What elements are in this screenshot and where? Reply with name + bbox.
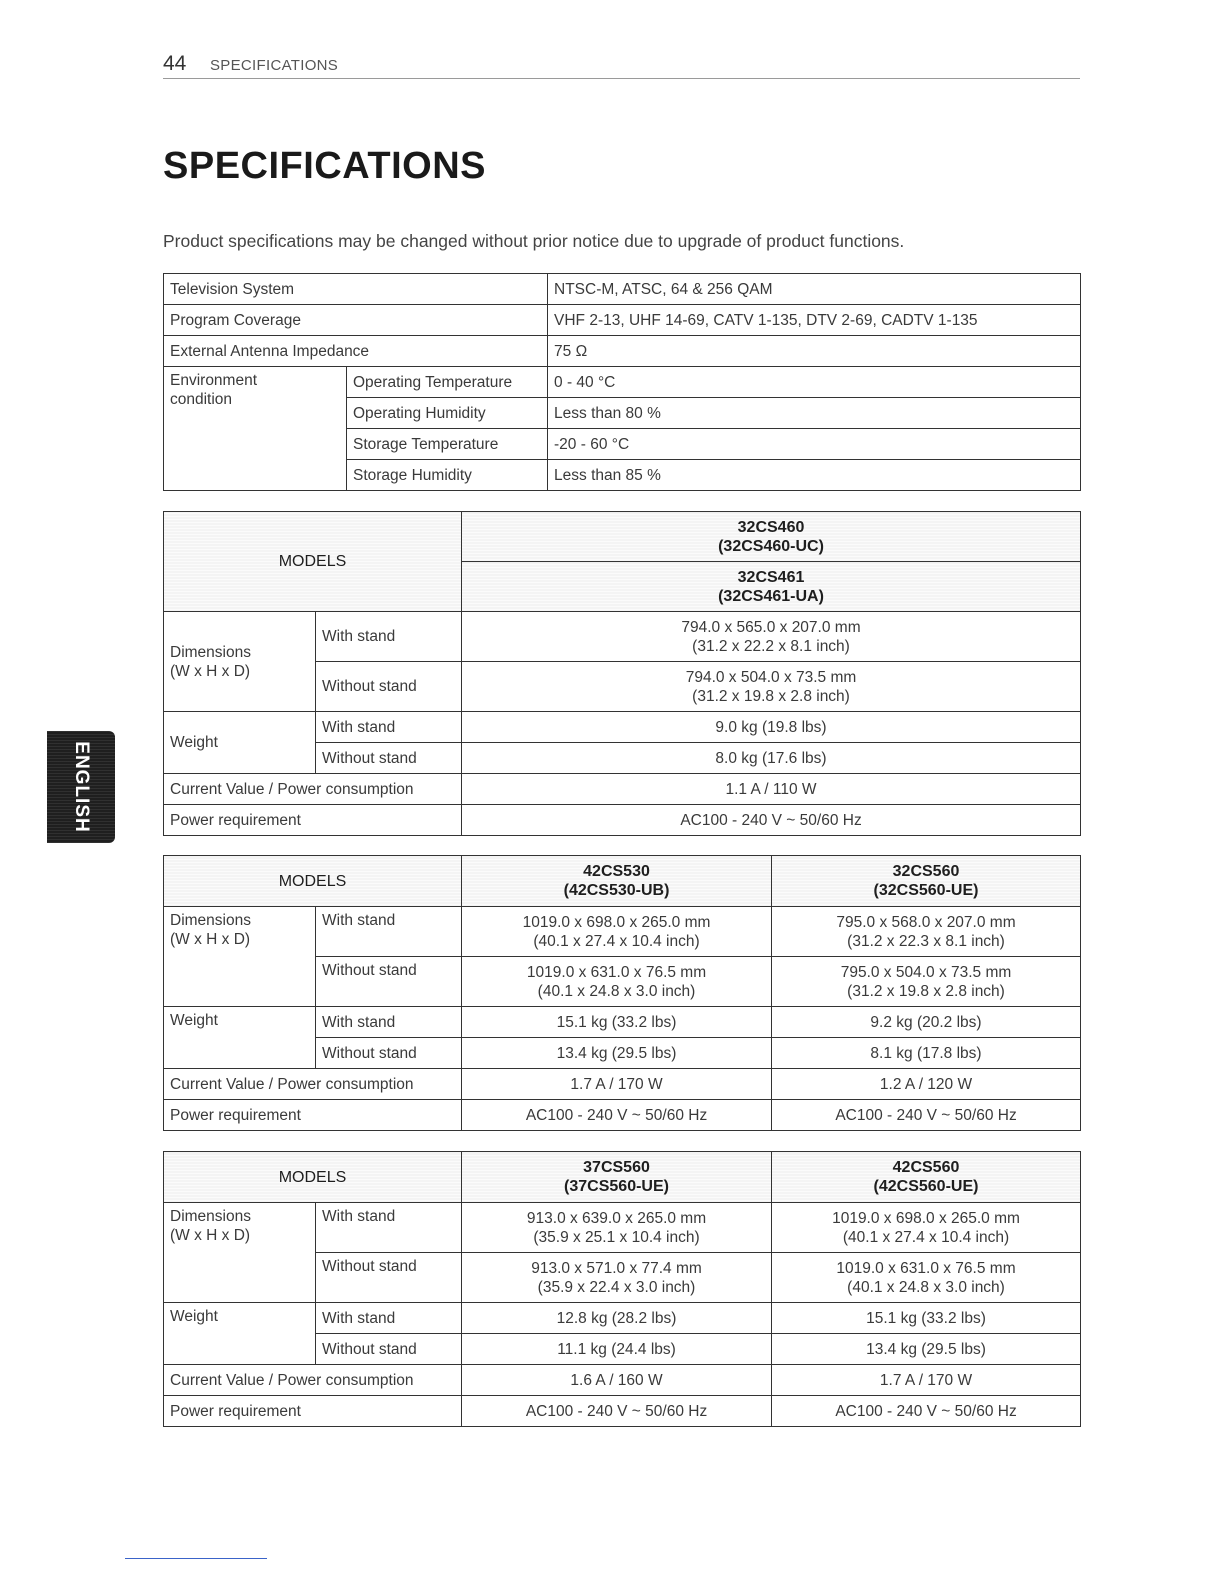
without-stand-label: Without stand bbox=[316, 743, 462, 774]
weight-label: Weight bbox=[164, 1007, 316, 1069]
spec-value: NTSC-M, ATSC, 64 & 256 QAM bbox=[548, 274, 1081, 305]
weight-value: 15.1 kg (33.2 lbs) bbox=[462, 1007, 772, 1038]
dimension-mm: 795.0 x 504.0 x 73.5 mm bbox=[840, 963, 1012, 981]
dimensions-label-text: Dimensions bbox=[170, 643, 251, 661]
table-row bbox=[164, 774, 1081, 805]
with-stand-label: With stand bbox=[316, 1203, 462, 1253]
table-row bbox=[164, 274, 1081, 305]
dimension-inch: (35.9 x 25.1 x 10.4 inch) bbox=[533, 1228, 700, 1246]
models-header: MODELS bbox=[164, 1152, 462, 1203]
dimension-mm: 1019.0 x 631.0 x 76.5 mm bbox=[836, 1259, 1016, 1277]
dimension-value bbox=[462, 612, 1081, 662]
table-row bbox=[164, 512, 1081, 562]
dimension-mm: 913.0 x 639.0 x 265.0 mm bbox=[526, 1209, 707, 1227]
table-row bbox=[164, 305, 1081, 336]
dimensions-label bbox=[164, 612, 316, 712]
page-title: SPECIFICATIONS bbox=[163, 145, 486, 187]
power-label: Power requirement bbox=[164, 1100, 462, 1131]
dimension-inch: (31.2 x 22.2 x 8.1 inch) bbox=[692, 637, 850, 655]
footer-divider bbox=[125, 1558, 267, 1559]
table-row bbox=[164, 1069, 1081, 1100]
dimension-mm: 794.0 x 504.0 x 73.5 mm bbox=[685, 668, 857, 686]
dimension-inch: (40.1 x 24.8 x 3.0 inch) bbox=[537, 982, 696, 1000]
without-stand-label: Without stand bbox=[316, 1253, 462, 1303]
weight-value: 12.8 kg (28.2 lbs) bbox=[462, 1303, 772, 1334]
current-label: Current Value / Power consumption bbox=[164, 1069, 462, 1100]
spec-label: Storage Humidity bbox=[347, 460, 548, 491]
header-section-name: SPECIFICATIONS bbox=[210, 57, 339, 74]
model-header-cell bbox=[462, 562, 1081, 612]
model-spec-table-42cs530 bbox=[163, 855, 1081, 1131]
model-code: (32CS460-UC) bbox=[718, 537, 824, 555]
with-stand-label: With stand bbox=[316, 712, 462, 743]
with-stand-label: With stand bbox=[316, 612, 462, 662]
general-spec-table bbox=[163, 273, 1081, 491]
dimension-inch: (31.2 x 19.8 x 2.8 inch) bbox=[847, 982, 1005, 1000]
table-row bbox=[164, 1203, 1081, 1253]
model-name: 32CS461 bbox=[737, 568, 805, 586]
current-value: 1.6 A / 160 W bbox=[462, 1365, 772, 1396]
power-value: AC100 - 240 V ~ 50/60 Hz bbox=[772, 1100, 1081, 1131]
with-stand-label: With stand bbox=[316, 1007, 462, 1038]
weight-value: 13.4 kg (29.5 lbs) bbox=[772, 1334, 1081, 1365]
power-label: Power requirement bbox=[164, 805, 462, 836]
model-header-cell bbox=[772, 856, 1081, 907]
dimension-value bbox=[462, 662, 1081, 712]
without-stand-label: Without stand bbox=[316, 1038, 462, 1069]
with-stand-label: With stand bbox=[316, 1303, 462, 1334]
model-name: 42CS560 bbox=[892, 1159, 960, 1176]
spec-value: Less than 80 % bbox=[548, 398, 1081, 429]
current-value: 1.7 A / 170 W bbox=[462, 1069, 772, 1100]
dimensions-sub-text: (W x H x D) bbox=[170, 1227, 251, 1244]
table-row bbox=[164, 1007, 1081, 1038]
table-row bbox=[164, 712, 1081, 743]
dimension-mm: 795.0 x 568.0 x 207.0 mm bbox=[836, 913, 1016, 931]
spec-label: Storage Temperature bbox=[347, 429, 548, 460]
spec-value: 0 - 40 °C bbox=[548, 367, 1081, 398]
spec-value: VHF 2-13, UHF 14-69, CATV 1-135, DTV 2-69, CADTV 1-135 bbox=[548, 305, 1081, 336]
power-value: AC100 - 240 V ~ 50/60 Hz bbox=[462, 1100, 772, 1131]
table-row bbox=[164, 856, 1081, 907]
intro-text: Product specifications may be changed without prior notice due to upgrade of product functions. bbox=[163, 231, 905, 251]
model-code: (32CS461-UA) bbox=[718, 587, 824, 605]
weight-value: 9.0 kg (19.8 lbs) bbox=[462, 712, 1081, 743]
table-row bbox=[164, 1303, 1081, 1334]
table-row bbox=[164, 805, 1081, 836]
environment-label-text: Environment condition bbox=[170, 372, 258, 408]
weight-value: 13.4 kg (29.5 lbs) bbox=[462, 1038, 772, 1069]
dimension-mm: 1019.0 x 698.0 x 265.0 mm bbox=[832, 1209, 1020, 1227]
model-header-cell bbox=[772, 1152, 1081, 1203]
dimension-value bbox=[772, 1203, 1081, 1253]
model-code: (37CS560-UE) bbox=[564, 1178, 669, 1195]
current-value: 1.2 A / 120 W bbox=[772, 1069, 1081, 1100]
dimension-mm: 1019.0 x 698.0 x 265.0 mm bbox=[522, 913, 711, 931]
power-value: AC100 - 240 V ~ 50/60 Hz bbox=[462, 1396, 772, 1427]
current-label: Current Value / Power consumption bbox=[164, 1365, 462, 1396]
dimension-inch: (40.1 x 27.4 x 10.4 inch) bbox=[533, 932, 700, 950]
power-value: AC100 - 240 V ~ 50/60 Hz bbox=[462, 805, 1081, 836]
model-name: 32CS460 bbox=[737, 518, 805, 536]
without-stand-label: Without stand bbox=[316, 662, 462, 712]
current-value: 1.7 A / 170 W bbox=[772, 1365, 1081, 1396]
dimension-inch: (31.2 x 19.8 x 2.8 inch) bbox=[692, 687, 850, 705]
table-row bbox=[164, 1100, 1081, 1131]
model-name: 37CS560 bbox=[583, 1159, 650, 1176]
dimension-inch: (31.2 x 22.3 x 8.1 inch) bbox=[847, 932, 1005, 950]
model-header-cell bbox=[462, 1152, 772, 1203]
table-row bbox=[164, 367, 1081, 398]
models-header: MODELS bbox=[164, 512, 462, 612]
table-row bbox=[164, 907, 1081, 957]
dimension-value bbox=[772, 907, 1081, 957]
spec-label: External Antenna Impedance bbox=[164, 336, 548, 367]
dimension-value bbox=[462, 1253, 772, 1303]
without-stand-label: Without stand bbox=[316, 1334, 462, 1365]
model-spec-table-32cs460 bbox=[163, 511, 1081, 836]
spec-label: Operating Temperature bbox=[347, 367, 548, 398]
power-value: AC100 - 240 V ~ 50/60 Hz bbox=[772, 1396, 1081, 1427]
spec-label: Television System bbox=[164, 274, 548, 305]
model-name: 32CS560 bbox=[892, 863, 960, 880]
model-header-cell bbox=[462, 512, 1081, 562]
power-label: Power requirement bbox=[164, 1396, 462, 1427]
table-row bbox=[164, 612, 1081, 662]
dimension-value bbox=[462, 1203, 772, 1253]
dimensions-label-text: Dimensions bbox=[170, 1208, 251, 1225]
dimensions-label bbox=[164, 907, 316, 1007]
language-tab bbox=[47, 731, 115, 843]
table-row bbox=[164, 1152, 1081, 1203]
models-header: MODELS bbox=[164, 856, 462, 907]
weight-value: 8.0 kg (17.6 lbs) bbox=[462, 743, 1081, 774]
dimensions-label-text: Dimensions bbox=[170, 912, 251, 929]
dimension-value bbox=[462, 907, 772, 957]
dimension-mm: 913.0 x 571.0 x 77.4 mm bbox=[531, 1259, 702, 1277]
weight-value: 9.2 kg (20.2 lbs) bbox=[772, 1007, 1081, 1038]
weight-value: 11.1 kg (24.4 lbs) bbox=[462, 1334, 772, 1365]
dimension-inch: (40.1 x 27.4 x 10.4 inch) bbox=[842, 1228, 1010, 1246]
spec-value: -20 - 60 °C bbox=[548, 429, 1081, 460]
without-stand-label: Without stand bbox=[316, 957, 462, 1007]
model-code: (42CS560-UE) bbox=[873, 1178, 979, 1195]
table-row bbox=[164, 336, 1081, 367]
dimension-mm: 794.0 x 565.0 x 207.0 mm bbox=[681, 618, 861, 636]
model-code: (42CS530-UB) bbox=[563, 882, 670, 899]
dimensions-label bbox=[164, 1203, 316, 1303]
table-row bbox=[164, 1365, 1081, 1396]
model-spec-table-37cs560 bbox=[163, 1151, 1081, 1427]
with-stand-label: With stand bbox=[316, 907, 462, 957]
spec-label: Program Coverage bbox=[164, 305, 548, 336]
weight-value: 15.1 kg (33.2 lbs) bbox=[772, 1303, 1081, 1334]
dimension-inch: (35.9 x 22.4 x 3.0 inch) bbox=[537, 1278, 696, 1296]
current-label: Current Value / Power consumption bbox=[164, 774, 462, 805]
environment-label bbox=[164, 367, 347, 491]
model-header-cell bbox=[462, 856, 772, 907]
table-row bbox=[164, 1396, 1081, 1427]
page-header bbox=[163, 52, 1080, 79]
dimension-mm: 1019.0 x 631.0 x 76.5 mm bbox=[526, 963, 707, 981]
dimension-value bbox=[462, 957, 772, 1007]
model-code: (32CS560-UE) bbox=[873, 882, 979, 899]
dimension-inch: (40.1 x 24.8 x 3.0 inch) bbox=[847, 1278, 1005, 1296]
spec-label: Operating Humidity bbox=[347, 398, 548, 429]
weight-label: Weight bbox=[164, 1303, 316, 1365]
language-tab-label: ENGLISH bbox=[71, 741, 92, 833]
page-number: 44 bbox=[163, 52, 187, 75]
dimension-value bbox=[772, 1253, 1081, 1303]
weight-value: 8.1 kg (17.8 lbs) bbox=[772, 1038, 1081, 1069]
dimensions-sub-text: (W x H x D) bbox=[170, 662, 251, 680]
weight-label: Weight bbox=[164, 712, 316, 774]
spec-value: Less than 85 % bbox=[548, 460, 1081, 491]
dimensions-sub-text: (W x H x D) bbox=[170, 931, 251, 948]
current-value: 1.1 A / 110 W bbox=[462, 774, 1081, 805]
dimension-value bbox=[772, 957, 1081, 1007]
model-name: 42CS530 bbox=[583, 863, 650, 880]
spec-value: 75 Ω bbox=[548, 336, 1081, 367]
